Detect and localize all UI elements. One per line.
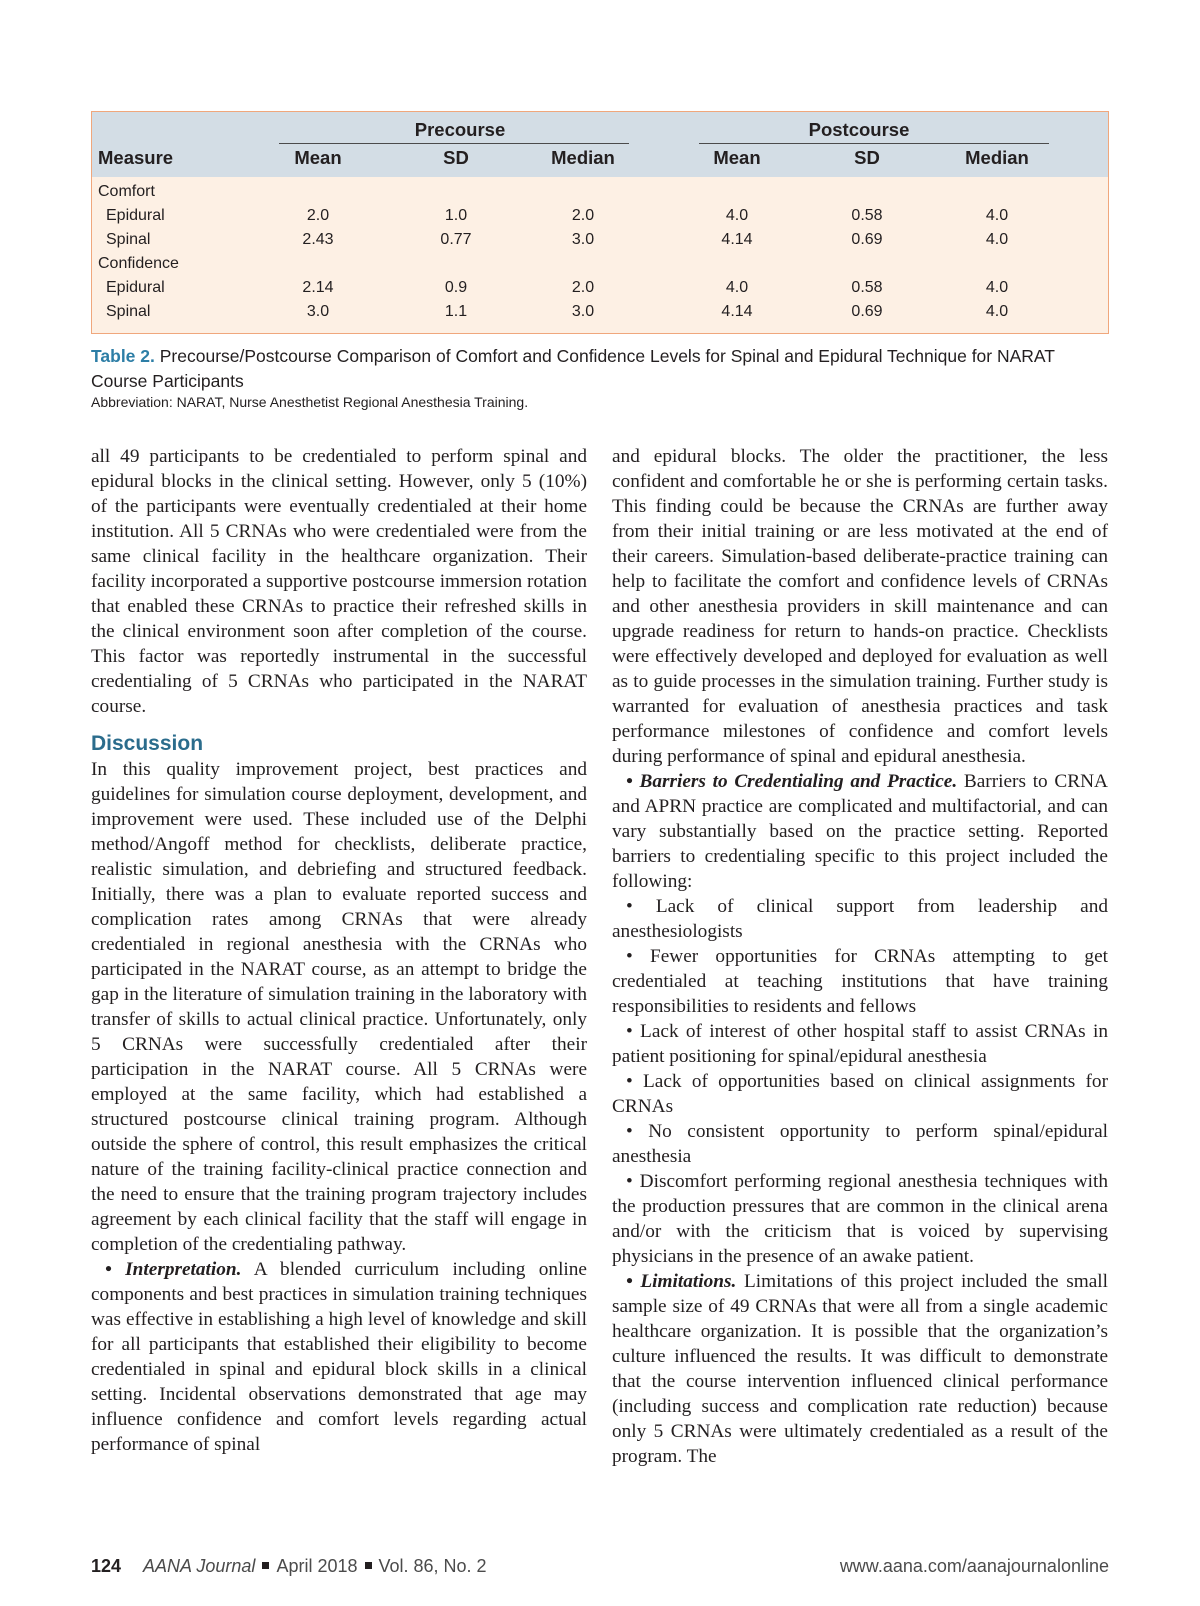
interpretation-paragraph: [91, 1257, 587, 1457]
post-mean-header: Mean: [713, 147, 761, 168]
table-cell: 0.58: [851, 207, 883, 224]
precourse-group-header: Precourse: [414, 119, 506, 140]
table-cell: 4.0: [725, 207, 749, 224]
table-row-label: Spinal: [106, 303, 151, 320]
barriers-text: Barriers to CRNA and APRN practice are complicated and multifactorial, and can vary substantially based on the practice setting. Reported barriers to credentialing specific to this project included the following:: [612, 771, 1108, 892]
pre-median-header: Median: [551, 147, 615, 168]
table-cell: 4.0: [985, 207, 1009, 224]
pre-mean-header: Mean: [294, 147, 342, 168]
postcourse-group-header: Postcourse: [808, 119, 910, 140]
table-cell: 4.0: [985, 231, 1009, 248]
limitations-paragraph: [612, 1269, 1108, 1469]
post-median-header: Median: [965, 147, 1029, 168]
footer-citation: [91, 1555, 487, 1577]
table-row-label: Epidural: [106, 279, 165, 296]
page-number: 124: [91, 1556, 122, 1576]
list-item: • Lack of opportunities based on clinical assignments for CRNAs: [612, 1071, 1108, 1117]
post-sd-header: SD: [854, 147, 880, 168]
barriers-label: • Barriers to Credentialing and Practice.: [626, 771, 958, 792]
table-cell: 0.58: [851, 279, 883, 296]
interpretation-label: • Interpretation.: [105, 1259, 242, 1280]
limitations-text: Limitations of this project included the small sample size of 49 CRNAs that were all from a single academic healthcare organization. It is possible that the organization’s culture influenced the results. It was difficult to demonstrate that the course intervention influenced clinical performance (including success and complication rate reduction) because only 5 CRNAs were ultimately credentialed as a result of the program. The: [612, 1271, 1108, 1467]
table-cell: 1.1: [444, 303, 468, 320]
table-cell: 3.0: [571, 231, 595, 248]
table-row-label: Epidural: [106, 207, 165, 224]
table-cell: 1.0: [444, 207, 468, 224]
body-paragraph: In this quality improvement project, best practices and guidelines for simulation course deployment, development, and improvement were used. These included use of the Delphi method/Angoff method for checklists, deliberate practice, realistic simulation, and debriefing and structured feedback. Initially, there was a plan to evaluate reported success and complication rates among CRNAs that were already credentialed in regional anesthesia with the CRNAs who participated in the NARAT course, as an attempt to bridge the gap in the literature of simulation training in the laboratory with transfer of skills to actual clinical practice. Unfortunately, only 5 CRNAs were successfully credentialed after their participation in the NARAT course. All 5 CRNAs were employed at the same facility, which had established a structured postcourse clinical training program. Although outside the sphere of control, this result emphasizes the critical nature of the training facility-clinical practice connection and the need to ensure that the training program trajectory includes agreement by each clinical facility that the staff will engage in completion of the credentialing pathway.: [91, 759, 587, 1255]
table-row-label: Spinal: [106, 231, 151, 248]
limitations-label: • Limitations.: [626, 1271, 737, 1292]
separator-square-icon: [262, 1562, 269, 1569]
postcourse-rule: [699, 143, 1049, 144]
table-cell: 2.0: [306, 207, 330, 224]
table-cell: 2.0: [571, 207, 595, 224]
discussion-heading: Discussion: [91, 732, 204, 755]
table-cell: 2.14: [302, 279, 334, 296]
table-cell: 0.69: [851, 231, 883, 248]
table-cell: 0.69: [851, 303, 883, 320]
table-cell: 0.77: [440, 231, 472, 248]
table-cell: 0.9: [444, 279, 468, 296]
precourse-rule: [279, 143, 629, 144]
list-item: • Lack of interest of other hospital staff to assist CRNAs in patient positioning for spinal/epidural anesthesia: [612, 1021, 1108, 1067]
table-cell: 2.43: [302, 231, 334, 248]
body-paragraph: and epidural blocks. The older the practitioner, the less confident and comfortable he or she is performing certain tasks. This finding could be because the CRNAs are further away from their initial training or are less motivated at the end of their careers. Simulation-based deliberate-practice training can help to facilitate the comfort and confidence levels of CRNAs and other anesthesia providers in skill maintenance and can upgrade readiness for return to hands-on practice. Checklists were effectively developed and deployed for evaluation as well as to guide processes in the simulation training. Further study is warranted for evaluation of anesthesia practices and task performance milestones of confidence and comfort levels during performance of spinal and epidural anesthesia.: [612, 446, 1108, 767]
table-abbreviation-note: Abbreviation: NARAT, Nurse Anesthetist Regional Anesthesia Training.: [91, 394, 529, 410]
measure-header: Measure: [98, 147, 174, 168]
barriers-paragraph: [612, 769, 1108, 894]
table-cell: 3.0: [571, 303, 595, 320]
pre-sd-header: SD: [443, 147, 469, 168]
issue-date: April 2018: [276, 1556, 358, 1576]
table-cell: 2.0: [571, 279, 595, 296]
list-item: • Lack of clinical support from leadership and anesthesiologists: [612, 896, 1108, 942]
data-table: [91, 111, 1109, 334]
table-cell: 4.0: [985, 279, 1009, 296]
table-cell: 3.0: [306, 303, 330, 320]
table-row-label: Comfort: [98, 183, 155, 200]
table-cell: 4.14: [721, 231, 753, 248]
table-number: Table 2.: [91, 346, 155, 366]
issue-volume: Vol. 86, No. 2: [378, 1556, 487, 1576]
list-item: • No consistent opportunity to perform spinal/epidural anesthesia: [612, 1121, 1108, 1167]
table-row-label: Confidence: [98, 255, 179, 272]
table-cell: 4.14: [721, 303, 753, 320]
body-paragraph: all 49 participants to be credentialed to perform spinal and epidural blocks in the clinical setting. However, only 5 (10%) of the participants were eventually credentialed at their home institution. All 5 CRNAs who were credentialed were from the same clinical facility in the healthcare organization. Their facility incorporated a supportive postcourse immersion rotation that enabled these CRNAs to practice their refreshed skills in the clinical environment soon after completion of the course. This factor was reportedly instrumental in the successful credentialing of 5 CRNAs who participated in the NARAT course.: [91, 446, 587, 717]
table-cell: 4.0: [985, 303, 1009, 320]
table-caption: [91, 344, 1111, 394]
separator-square-icon: [365, 1562, 372, 1569]
journal-name: AANA Journal: [143, 1556, 256, 1576]
table-title: Precourse/Postcourse Comparison of Comfort and Confidence Levels for Spinal and Epidural Technique for NARAT Course Participants: [91, 346, 1055, 391]
list-item: • Discomfort performing regional anesthesia techniques with the production pressures that are common in the clinical arena and/or with the criticism that is voiced by supervising physicians in the presence of an awake patient.: [612, 1171, 1108, 1267]
table-cell: 4.0: [725, 279, 749, 296]
left-text-column: [91, 444, 587, 1457]
interpretation-text: A blended curriculum including online components and best practices in simulation training techniques was effective in establishing a high level of knowledge and skill for all participants that established their eligibility to become credentialed in spinal and epidural block skills in a clinical setting. Incidental observations demonstrated that age may influence confidence and comfort levels regarding actual performance of spinal: [91, 1259, 587, 1455]
list-item: • Fewer opportunities for CRNAs attempting to get credentialed at teaching institutions that have training responsibilities to residents and fellows: [612, 946, 1108, 1017]
right-text-column: [612, 444, 1108, 1469]
journal-url: www.aana.com/aanajournalonline: [839, 1556, 1109, 1576]
